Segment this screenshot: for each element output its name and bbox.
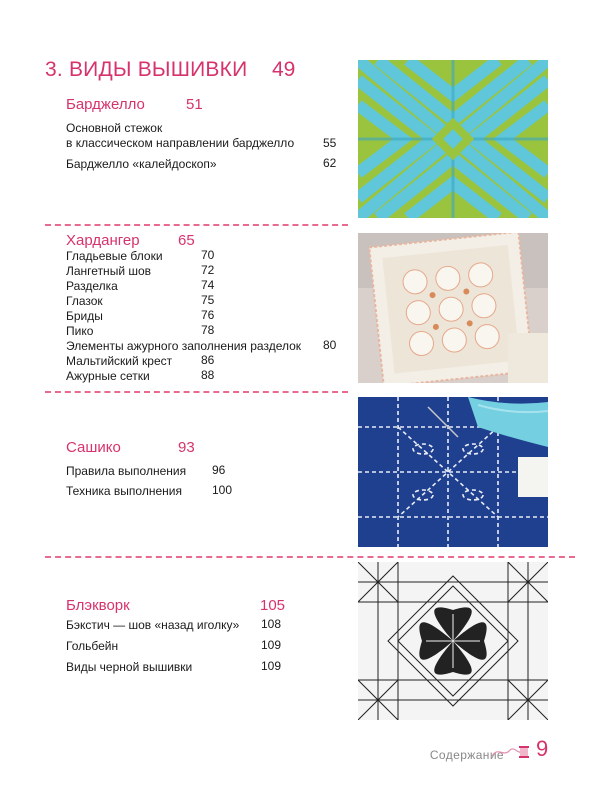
toc-item[interactable]: Техника выполнения (66, 484, 182, 498)
section-page-sashiko: 93 (178, 439, 195, 456)
toc-item-page: 72 (201, 263, 215, 277)
section-page-bargello: 51 (186, 96, 203, 113)
section-page-hardanger: 65 (178, 232, 195, 249)
toc-item-page: 80 (323, 338, 337, 352)
toc-item[interactable]: Основной стежок (66, 121, 163, 135)
section-title-blackwork[interactable]: Блэкворк (66, 597, 130, 614)
toc-item-page: 100 (212, 483, 233, 497)
toc-item[interactable]: Виды черной вышивки (66, 660, 193, 674)
toc-item-page: 108 (261, 617, 282, 631)
toc-item-page: 55 (323, 136, 337, 150)
section-title-hardanger[interactable]: Хардангер (66, 232, 140, 249)
section-title-bargello[interactable]: Барджелло (66, 96, 145, 113)
toc-item[interactable]: Элементы ажурного заполнения разделок (66, 339, 302, 353)
toc-item[interactable]: Лангетный шов (66, 264, 152, 278)
section-divider (45, 556, 575, 558)
hardanger-embroidery-image (358, 233, 548, 383)
bargello-embroidery-image (358, 60, 548, 218)
toc-item-page: 62 (323, 156, 337, 170)
toc-item-page: 78 (201, 323, 215, 337)
toc-item[interactable]: Барджелло «калейдоскоп» (66, 157, 217, 171)
toc-item-page: 96 (212, 463, 226, 477)
toc-item-page: 88 (201, 368, 215, 382)
page-number: 9 (536, 736, 549, 761)
section-divider (45, 224, 348, 226)
toc-item[interactable]: Пико (66, 324, 94, 338)
toc-item[interactable]: Ажурные сетки (66, 369, 150, 383)
section-title-sashiko[interactable]: Сашико (66, 439, 121, 456)
toc-item[interactable]: Правила выполнения (66, 464, 187, 478)
chapter-page-number: 49 (272, 58, 296, 81)
toc-item[interactable]: Бриды (66, 309, 103, 323)
sashiko-embroidery-image (358, 397, 548, 547)
toc-item[interactable]: Разделка (66, 279, 118, 293)
section-page-blackwork: 105 (260, 597, 286, 614)
toc-item-page: 109 (261, 638, 282, 652)
toc-item[interactable]: Мальтийский крест (66, 354, 173, 368)
toc-item[interactable]: Гладьевые блоки (66, 249, 163, 263)
toc-item-continued[interactable]: в классическом направлении барджелло (66, 136, 295, 150)
footer-section-label: Содержание (429, 748, 504, 762)
toc-item-page: 75 (201, 293, 215, 307)
toc-item-page: 70 (201, 248, 215, 262)
chapter-title: 3. ВИДЫ ВЫШИВКИ (45, 58, 248, 81)
toc-item-page: 76 (201, 308, 215, 322)
thread-spool-icon (490, 744, 530, 765)
toc-item[interactable]: Гольбейн (66, 639, 119, 653)
toc-item-page: 74 (201, 278, 215, 292)
toc-item[interactable]: Глазок (66, 294, 103, 308)
toc-item-page: 86 (201, 353, 215, 367)
toc-item[interactable]: Бэкстич — шов «назад иголку» (66, 618, 240, 632)
blackwork-embroidery-image (358, 562, 548, 720)
toc-item-page: 109 (261, 659, 282, 673)
section-divider (45, 391, 348, 393)
